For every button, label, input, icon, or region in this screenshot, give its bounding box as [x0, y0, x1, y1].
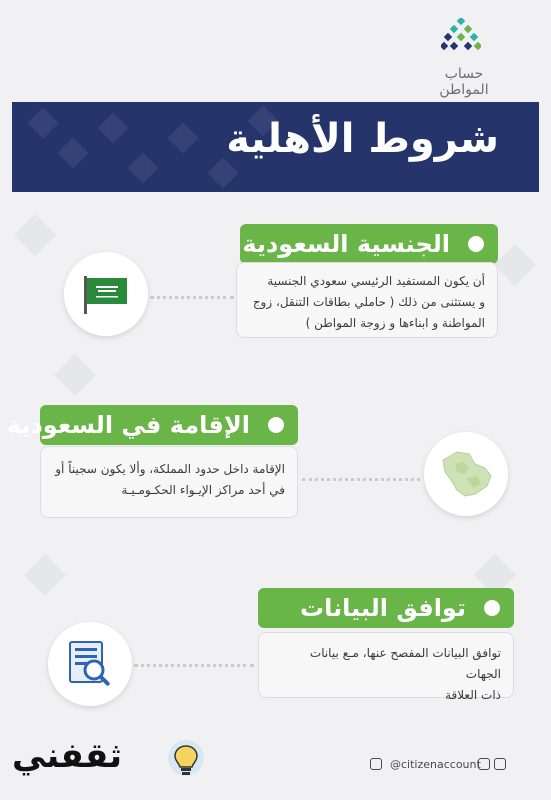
section-title-text: الجنسية السعودية	[242, 230, 450, 258]
background-tile	[494, 244, 536, 286]
section-title-text: توافق البيانات	[300, 594, 466, 622]
banner-tile	[127, 152, 158, 183]
background-tile	[14, 214, 56, 256]
youtube-icon[interactable]	[494, 758, 506, 770]
saudi-flag-icon	[64, 252, 148, 336]
section-line: المواطنة و ابناءها و زوجة المواطن )	[305, 316, 485, 330]
page-title: شروط الأهلية	[226, 116, 499, 162]
section-line: في أحد مراكز الإيـواء الحكـومـيـة	[121, 483, 285, 497]
section-line: أن يكون المستفيد الرئيسي سعودي الجنسية	[267, 274, 485, 288]
banner-tile	[57, 137, 88, 168]
section-card-data	[258, 632, 514, 702]
brand-logo	[419, 18, 499, 98]
section-card-residence	[40, 446, 298, 518]
banner-tile	[97, 112, 128, 143]
social-handle: @citizenaccount	[390, 758, 481, 771]
connector-line	[134, 664, 254, 667]
connector-line	[150, 296, 234, 299]
section-line: توافق البيانات المفصح عنها، مـع بيانات الجهات	[309, 646, 501, 681]
brand-mark-icon	[441, 18, 481, 60]
bullet-dot-icon	[268, 417, 284, 433]
footer	[0, 736, 551, 800]
section-title-residence	[6, 405, 298, 445]
connector-line	[302, 478, 420, 481]
header-banner	[12, 102, 539, 192]
section-title-data	[258, 588, 514, 628]
background-tile	[54, 354, 96, 396]
banner-tile	[167, 122, 198, 153]
watermark-logo	[12, 734, 212, 794]
instagram-icon[interactable]	[478, 758, 490, 770]
brand-name: حساب المواطن	[439, 66, 489, 98]
document-search-icon	[48, 622, 132, 706]
section-line: ذات العلاقة	[445, 688, 501, 702]
banner-tile	[207, 157, 238, 188]
section-line: و يستثنى من ذلك ( حاملي بطاقات التنقل، زوج	[252, 295, 485, 309]
lightbulb-icon	[162, 736, 210, 782]
twitter-icon[interactable]	[370, 758, 382, 770]
section-card-nationality	[236, 262, 498, 338]
background-tile	[24, 554, 66, 596]
section-line: الإقامة داخل حدود المملكة، وألا يكون سجيناً أو	[55, 462, 285, 476]
section-title-nationality	[240, 224, 498, 264]
section-title-text: الإقامة في السعودية	[6, 411, 250, 439]
bullet-dot-icon	[484, 600, 500, 616]
bullet-dot-icon	[468, 236, 484, 252]
banner-tile	[27, 107, 58, 138]
watermark-text: ثقفني	[12, 736, 122, 776]
saudi-map-icon	[424, 432, 508, 516]
